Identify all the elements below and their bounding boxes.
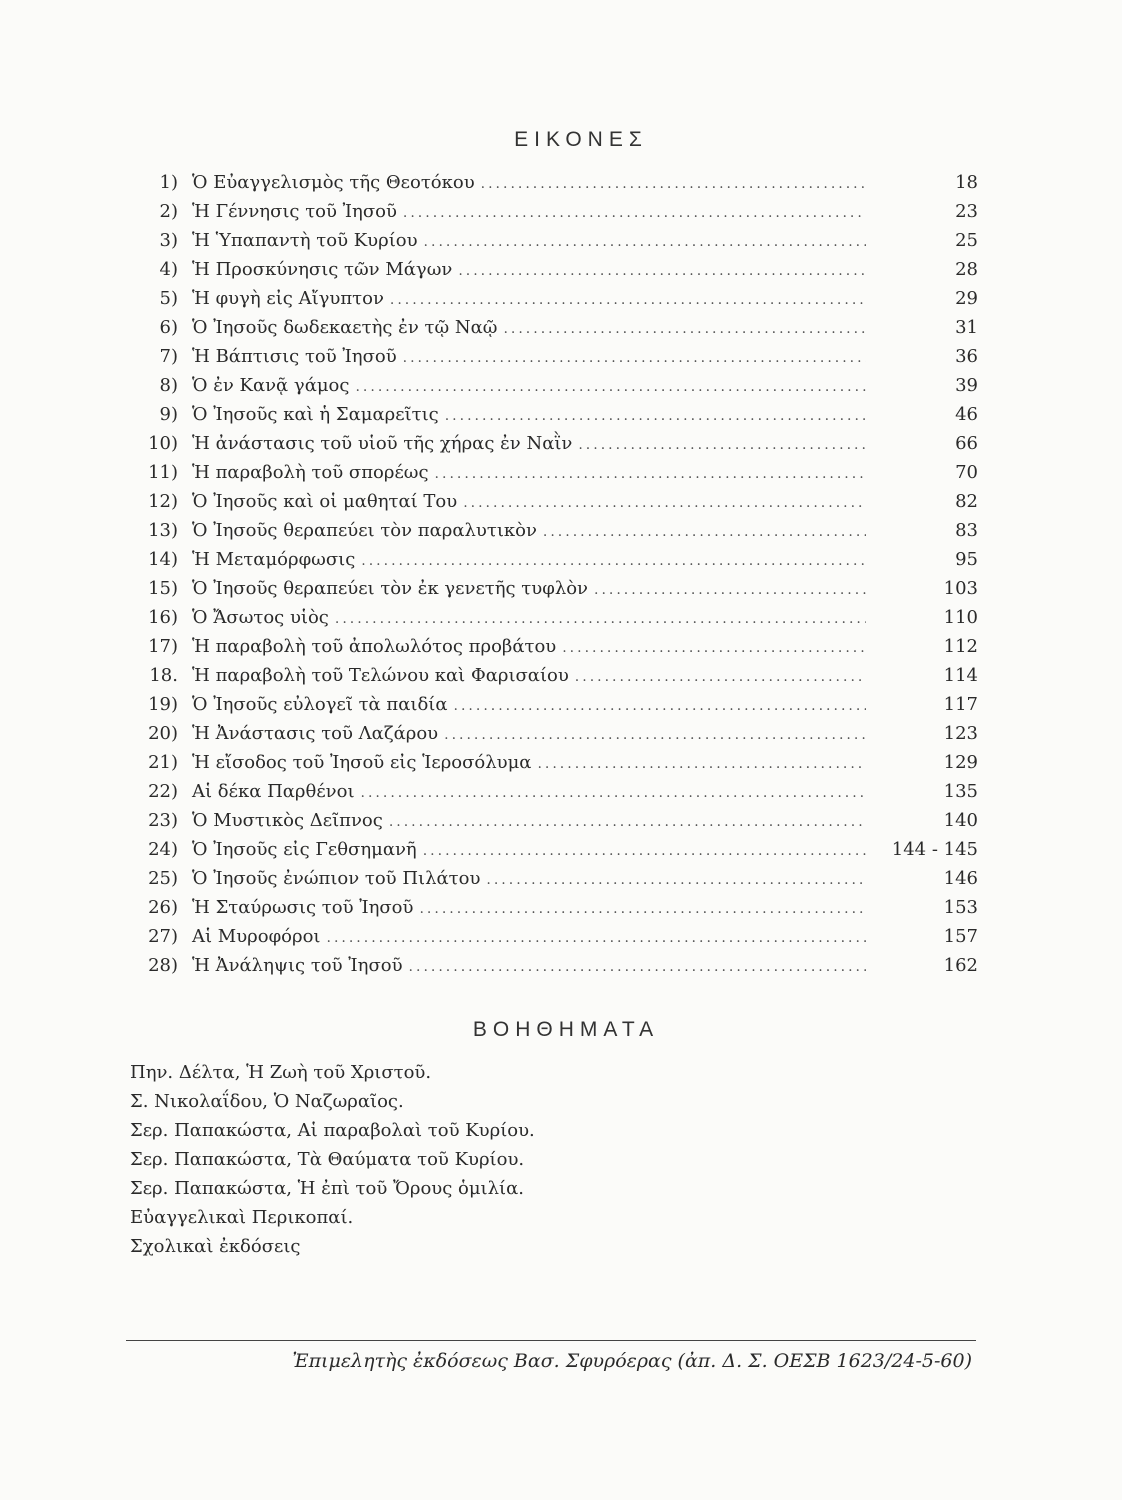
entry-number: 3) [159,230,178,251]
entry-page: 123 [943,723,978,744]
list-item [118,694,978,723]
list-item [118,317,978,346]
dot-leader [454,698,866,714]
entry-page: 82 [955,491,978,512]
dot-leader [335,611,866,627]
entry-title: Ὁ Μυστικὸς Δεῖπνος [192,810,383,831]
entry-number: 12) [148,491,178,512]
entry-title: Ἡ φυγὴ εἰς Αἴγυπτον [192,288,384,309]
entry-title: Ἡ Βάπτισις τοῦ Ἰησοῦ [192,346,397,367]
entry-number: 4) [159,259,178,280]
entry-number: 26) [148,897,178,918]
dot-leader [424,234,866,250]
entry-page: 135 [943,781,978,802]
reference-item: Σερ. Παπακώστα, Τὰ Θαύματα τοῦ Κυρίου. [130,1149,525,1170]
list-item [118,288,978,317]
list-item [118,520,978,549]
list-item [118,201,978,230]
entry-title: Ἡ Ὑπαπαντὴ τοῦ Κυρίου [192,230,418,251]
list-item [118,665,978,694]
entry-number: 8) [159,375,178,396]
entry-number: 16) [148,607,178,628]
entry-title: Ἡ Μεταμόρφωσις [192,549,356,570]
dot-leader [463,495,866,511]
entry-page: 140 [943,810,978,831]
entry-number: 5) [159,288,178,309]
entry-page: 146 [943,868,978,889]
list-item [118,955,978,984]
references-list [130,1062,535,1265]
entry-title: Ὁ Ἰησοῦς ἐνώπιον τοῦ Πιλάτου [192,868,481,889]
dot-leader [327,930,867,946]
dot-leader [435,466,866,482]
list-item [118,607,978,636]
list-item [118,868,978,897]
dot-leader [409,959,866,975]
entry-page: 117 [943,694,978,715]
entry-title: Αἱ δέκα Παρθένοι [192,781,355,802]
entry-page: 83 [955,520,978,541]
entry-title: Ὁ ἐν Κανᾷ γάμος [192,375,350,396]
entry-title: Ἡ Γέννησις τοῦ Ἰησοῦ [192,201,397,222]
list-item [118,752,978,781]
entry-title: Ὁ Ἰησοῦς δωδεκαετὴς ἐν τῷ Ναῷ [192,317,498,338]
entry-number: 18. [149,665,178,686]
entry-number: 20) [148,723,178,744]
dot-leader [445,408,866,424]
list-item [118,346,978,375]
entry-page: 70 [955,462,978,483]
entry-title: Ἡ Σταύρωσις τοῦ Ἰησοῦ [192,897,414,918]
entry-title: Ὁ Ἄσωτος υἱὸς [192,607,329,628]
list-item [118,404,978,433]
entry-number: 22) [148,781,178,802]
entry-title: Ὁ Ἰησοῦς εἰς Γεθσημανῆ [192,839,417,860]
entry-title: Αἱ Μυροφόροι [192,926,321,947]
entry-number: 15) [148,578,178,599]
dot-leader [419,901,866,917]
list-item [118,491,978,520]
list-item [118,636,978,665]
entry-page: 28 [955,259,978,280]
entry-title: Ἡ Ἀνάστασις τοῦ Λαζάρου [192,723,439,744]
entry-number: 17) [148,636,178,657]
entry-title: Ἡ παραβολὴ τοῦ Τελώνου καὶ Φαρισαίου [192,665,569,686]
list-item [118,259,978,288]
entry-number: 28) [148,955,178,976]
dot-leader [444,727,866,743]
entry-title: Ἡ παραβολὴ τοῦ ἀπολωλότος προβάτου [192,636,557,657]
reference-item: Σερ. Παπακώστα, Αἱ παραβολαὶ τοῦ Κυρίου. [130,1120,535,1141]
list-item [118,433,978,462]
entry-number: 1) [159,172,178,193]
contents-heading: ΕΙΚΟΝΕΣ [514,128,648,151]
list-item [118,926,978,955]
dot-leader [503,321,866,337]
entry-title: Ὁ Ἰησοῦς θεραπεύει τὸν ἐκ γενετῆς τυφλὸν [192,578,588,599]
entry-page: 129 [943,752,978,773]
footer-divider [126,1340,976,1341]
list-item [118,897,978,926]
entry-number: 27) [148,926,178,947]
entry-page: 36 [955,346,978,367]
dot-leader [543,524,866,540]
entry-page: 162 [943,955,978,976]
entry-title: Ἡ εἴσοδος τοῦ Ἰησοῦ εἰς Ἱεροσόλυμα [192,752,532,773]
dot-leader [389,814,866,830]
reference-item: Σχολικαὶ ἐκδόσεις [130,1236,301,1257]
dot-leader [575,669,866,685]
entry-page: 23 [955,201,978,222]
list-item [118,723,978,752]
dot-leader [361,553,866,569]
entry-title: Ἡ Ἀνάληψις τοῦ Ἰησοῦ [192,955,403,976]
entry-title: Ἡ ἀνάστασις τοῦ υἱοῦ τῆς χήρας ἐν Ναῒν [192,433,573,454]
list-item [118,578,978,607]
entry-title: Ὁ Ἰησοῦς καὶ ἡ Σαμαρεῖτις [192,404,439,425]
entry-page: 31 [955,317,978,338]
list-item [118,172,978,201]
entry-number: 25) [148,868,178,889]
entry-number: 10) [148,433,178,454]
contents-list [118,172,978,984]
entry-number: 7) [159,346,178,367]
list-item [118,839,978,868]
dot-leader [562,640,866,656]
entry-number: 21) [148,752,178,773]
entry-number: 11) [148,462,178,483]
entry-title: Ὁ Ἰησοῦς θεραπεύει τὸν παραλυτικὸν [192,520,537,541]
entry-page: 110 [943,607,978,628]
entry-page: 157 [943,926,978,947]
entry-page: 103 [943,578,978,599]
dot-leader [486,872,866,888]
entry-page: 25 [955,230,978,251]
dot-leader [578,437,866,453]
list-item [118,810,978,839]
entry-number: 14) [148,549,178,570]
entry-page: 112 [943,636,978,657]
dot-leader [361,785,866,801]
entry-title: Ὁ Ἰησοῦς καὶ οἱ μαθηταί Του [192,491,458,512]
entry-number: 23) [148,810,178,831]
entry-number: 2) [159,201,178,222]
entry-page: 29 [955,288,978,309]
dot-leader [403,350,866,366]
entry-number: 13) [148,520,178,541]
entry-page: 153 [943,897,978,918]
entry-number: 19) [148,694,178,715]
list-item [118,781,978,810]
dot-leader [537,756,866,772]
editor-note: Ἐπιμελητὴς ἐκδόσεως Βασ. Σφυρόερας (ἀπ. Δ. Σ. ΟΕΣΒ 1623/24-5-60) [292,1350,972,1372]
dot-leader [481,176,866,192]
entry-page: 18 [955,172,978,193]
entry-number: 6) [159,317,178,338]
entry-number: 24) [148,839,178,860]
dot-leader [355,379,866,395]
reference-item: Εὐαγγελικαὶ Περικοπαί. [130,1207,354,1228]
references-heading: ΒΟΗΘΗΜΑΤΑ [472,1018,660,1041]
entry-page: 39 [955,375,978,396]
entry-title: Ἡ παραβολὴ τοῦ σπορέως [192,462,429,483]
dot-leader [390,292,866,308]
dot-leader [403,205,866,221]
dot-leader [458,263,866,279]
entry-page: 144 - 145 [891,839,978,860]
entry-title: Ὁ Εὐαγγελισμὸς τῆς Θεοτόκου [192,172,475,193]
entry-title: Ὁ Ἰησοῦς εὐλογεῖ τὰ παιδία [192,694,448,715]
reference-item: Σερ. Παπακώστα, Ἡ ἐπὶ τοῦ Ὄρους ὁμιλία. [130,1178,524,1199]
entry-page: 95 [955,549,978,570]
entry-page: 114 [943,665,978,686]
list-item [118,230,978,259]
list-item [118,462,978,491]
entry-title: Ἡ Προσκύνησις τῶν Μάγων [192,259,453,280]
reference-item: Σ. Νικολαΐδου, Ὁ Ναζωραῖος. [130,1091,404,1112]
entry-number: 9) [159,404,178,425]
dot-leader [423,843,866,859]
reference-item: Πην. Δέλτα, Ἡ Ζωὴ τοῦ Χριστοῦ. [130,1062,432,1083]
list-item [118,549,978,578]
entry-page: 46 [955,404,978,425]
list-item [118,375,978,404]
dot-leader [594,582,866,598]
entry-page: 66 [955,433,978,454]
